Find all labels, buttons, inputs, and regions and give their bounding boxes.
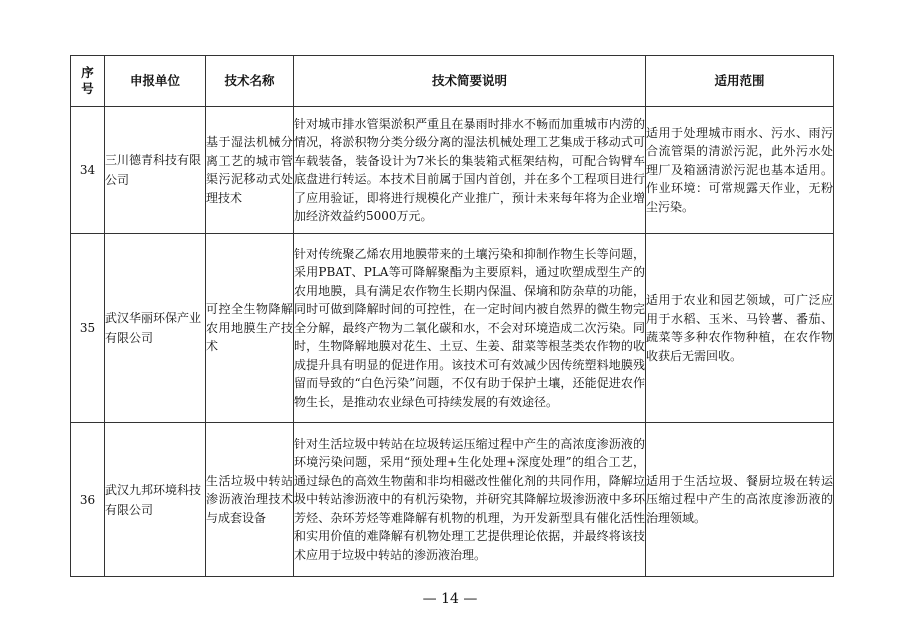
page-number: — 14 — [422,591,478,607]
table-row [71,423,834,577]
table-row [71,107,834,234]
table-row [71,234,834,423]
row-desc: 针对城市排水管渠淤积严重且在暴雨时排水不畅而加重城市内涝的情况，将淤积物分类分级分离的湿法机械处理工艺集成于移动式可车载装备，装备设计为7米长的集装箱式框架结构，可配合钩臂车底盘进行转运。本技术目前属于国内首创，并在多个工程项目进行了应用验证，即将进行规模化产业推广，预计未来每年将为企业增加经济效益约5000万元。 [294,107,646,234]
row-unit: 武汉九邦环境科技有限公司 [105,423,206,577]
header-seq: 序号 [71,56,105,107]
row-seq: 34 [71,107,105,234]
row-scope: 适用于处理城市雨水、污水、雨污合流管渠的清淤污泥，此外污水处理厂及箱涵清淤污泥也基本适用。作业环境：可常规露天作业，无粉尘污染。 [646,107,834,234]
row-unit: 武汉华丽环保产业有限公司 [105,234,206,423]
row-scope: 适用于生活垃圾、餐厨垃圾在转运压缩过程中产生的高浓度渗沥液的治理领域。 [646,423,834,577]
row-unit: 三川德青科技有限公司 [105,107,206,234]
technology-table [70,55,834,577]
header-scope: 适用范围 [646,56,834,107]
row-desc: 针对传统聚乙烯农用地膜带来的土壤污染和抑制作物生长等问题，采用PBAT、PLA等可降解聚酯为主要原料，通过吹塑成型生产的农用地膜，具有满足农作物生长期内保温、保墒和防杂草的功能，同时可做到降解时间的可控性，在一定时间内被自然界的微生物完全分解，最终产物为二氧化碳和水，不会对环境造成二次污染。同时，生物降解地膜对花生、土豆、生姜、甜菜等根茎类农作物的收成提升具有明显的促进作用。该技术可有效减少因传统塑料地膜残留而导致的“白色污染”问题，不仅有助于保护土壤，还能促进农作物生长，是推动农业绿色可持续发展的有效途径。 [294,234,646,423]
row-scope: 适用于农业和园艺领域，可广泛应用于水稻、玉米、马铃薯、番茄、蔬菜等多种农作物种植，在农作物收获后无需回收。 [646,234,834,423]
header-desc: 技术简要说明 [294,56,646,107]
header-tech: 技术名称 [206,56,294,107]
row-tech: 可控全生物降解农用地膜生产技术 [206,234,294,423]
row-seq: 35 [71,234,105,423]
row-tech: 生活垃圾中转站渗沥液治理技术与成套设备 [206,423,294,577]
table-header-row [71,56,834,107]
row-tech: 基于湿法机械分离工艺的城市管渠污泥移动式处理技术 [206,107,294,234]
row-desc: 针对生活垃圾中转站在垃圾转运压缩过程中产生的高浓度渗沥液的环境污染问题，采用“预处理+生化处理+深度处理”的组合工艺，通过绿色的高效生物菌和非均相磁改性催化剂的共同作用，降解垃圾中转站渗沥液中的有机污染物，并研究其降解垃圾渗沥液中多环芳烃、杂环芳烃等难降解有机物的机理，为开发新型具有催化活性和实用价值的难降解有机物处理工艺提供理论依据，并最终将该技术应用于垃圾中转站的渗沥液治理。 [294,423,646,577]
header-unit: 申报单位 [105,56,206,107]
row-seq: 36 [71,423,105,577]
